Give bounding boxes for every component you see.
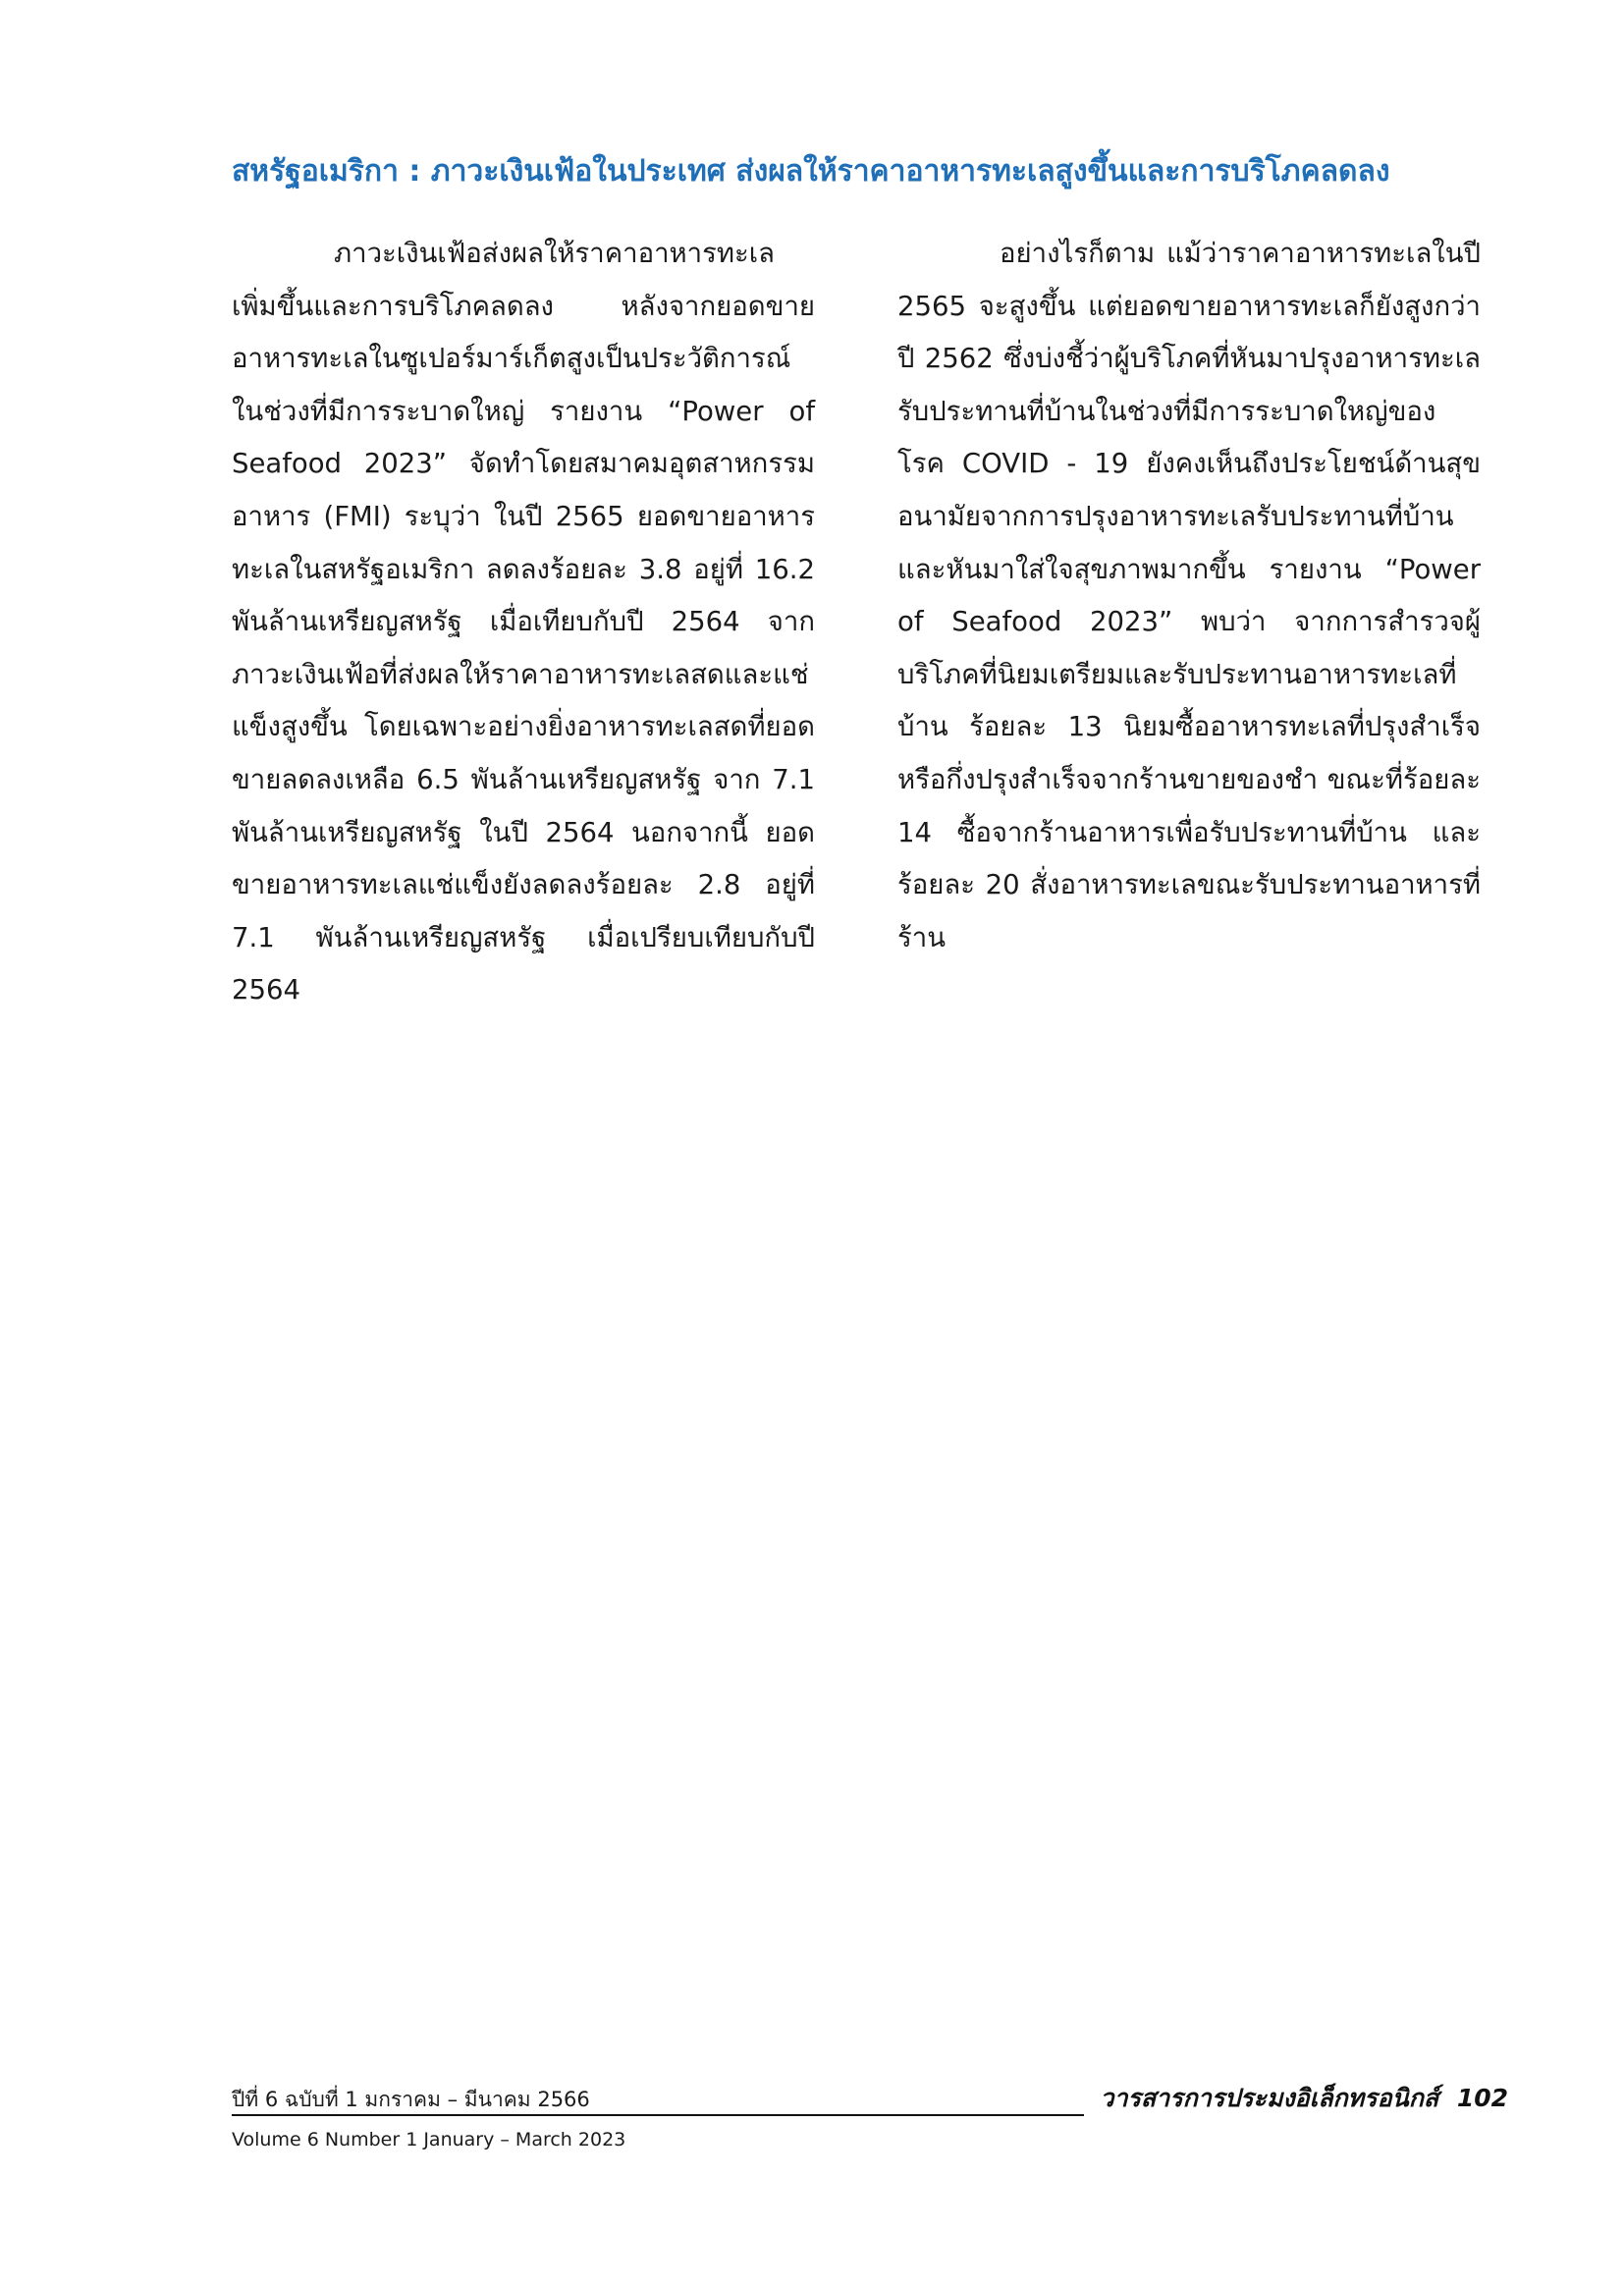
paragraph-left-column: ภาวะเงินเฟ้อส่งผลให้ราคาอาหารทะเลเพิ่มขึ้นและการบริโภคลดลง หลังจากยอดขายอาหารทะเลในซูเปอร์มาร์เก็ตสูงเป็นประวัติการณ์ในช่วงที่มีการระบาดใหญ่ รายงาน “Power of Seafood 2023” จัดทำโดยสมาคมอุตสาหกรรมอาหาร (FMI) ระบุว่า ในปี 2565 ยอดขายอาหารทะเลในสหรัฐอเมริกา ลดลงร้อยละ 3.8 อยู่ที่ 16.2 พันล้านเหรียญสหรัฐ เมื่อเทียบกับปี 2564 จากภาวะเงินเฟ้อที่ส่งผลให้ราคาอาหารทะเลสดและแช่แข็งสูงขึ้น โดยเฉพาะอย่างยิ่งอาหารทะเลสดที่ยอดขายลดลงเหลือ 6.5 พันล้านเหรียญสหรัฐ จาก 7.1 พันล้านเหรียญสหรัฐ ในปี 2564 นอกจากนี้ ยอดขายอาหารทะเลแช่แข็งยังลดลงร้อยละ 2.8 อยู่ที่ 7.1 พันล้านเหรียญสหรัฐ เมื่อเปรียบเทียบกับปี 2564 (232, 238, 815, 1007)
section-heading: สหรัฐอเมริกา : ภาวะเงินเฟ้อในประเทศ ส่งผลให้ราคาอาหารทะเลสูงขึ้นและการบริโภคลดลง (232, 154, 1390, 189)
journal-name: วารสารการประมงอิเล็กทรอนิกส์ (1100, 2084, 1439, 2112)
footer-issue-english: Volume 6 Number 1 January – March 2023 (232, 2129, 626, 2150)
footer-journal-title (1100, 2082, 1508, 2115)
footer-issue-thai: ปีที่ 6 ฉบับที่ 1 มกราคม – มีนาคม 2566 (232, 2088, 590, 2111)
page-number: 102 (1456, 2084, 1508, 2112)
footer-divider (232, 2114, 1084, 2116)
paragraph-right-column: อย่างไรก็ตาม แม้ว่าราคาอาหารทะเลในปี 2565 จะสูงขึ้น แต่ยอดขายอาหารทะเลก็ยังสูงกว่า ปี 2562 ซึ่งบ่งชี้ว่าผู้บริโภคที่หันมาปรุงอาหารทะเลรับประทานที่บ้านในช่วงที่มีการระบาดใหญ่ของโรค COVID - 19 ยังคงเห็นถึงประโยชน์ด้านสุขอนามัยจากการปรุงอาหารทะเลรับประทานที่บ้าน และหันมาใส่ใจสุขภาพมากขึ้น รายงาน “Power of Seafood 2023” พบว่า จากการสำรวจผู้บริโภคที่นิยมเตรียมและรับประทานอาหารทะเลที่บ้าน ร้อยละ 13 นิยมซื้ออาหารทะเลที่ปรุงสำเร็จหรือกึ่งปรุงสำเร็จจากร้านขายของชำ ขณะที่ร้อยละ 14 ซื้อจากร้านอาหารเพื่อรับประทานที่บ้าน และร้อยละ 20 สั่งอาหารทะเลขณะรับประทานอาหารที่ร้าน (897, 238, 1481, 953)
